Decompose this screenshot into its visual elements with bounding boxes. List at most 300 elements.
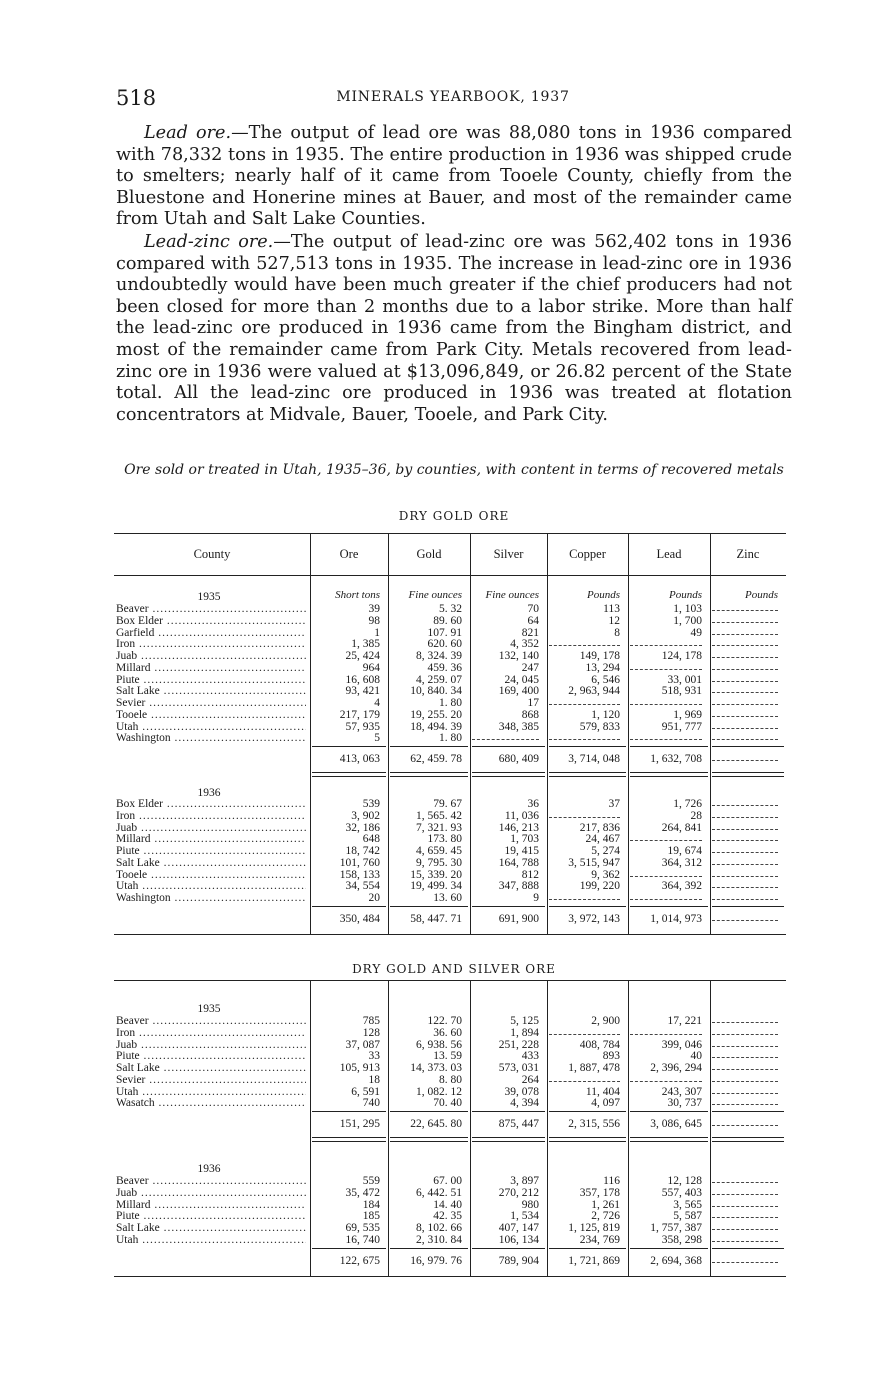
empty-cell bbox=[712, 1097, 778, 1105]
value-cell: 1, 534 bbox=[510, 1210, 539, 1223]
table-rule bbox=[114, 533, 786, 534]
county-name: Millard ..... bbox=[116, 662, 306, 674]
value-cell: 5. 32 bbox=[439, 603, 462, 615]
value-cell: 34, 554 bbox=[345, 880, 380, 893]
total-cell: 680, 409 bbox=[498, 753, 539, 765]
value-cell: 1, 726 bbox=[673, 798, 702, 810]
total-cell: 2, 694, 368 bbox=[650, 1254, 702, 1267]
empty-cell bbox=[712, 1039, 778, 1047]
value-cell: 1, 261 bbox=[591, 1198, 620, 1211]
table-row bbox=[114, 732, 786, 744]
table-row bbox=[114, 1027, 786, 1039]
value-cell: 4, 259. 07 bbox=[416, 673, 462, 686]
value-cell: 132, 140 bbox=[498, 650, 539, 662]
total-cell: 3, 714, 048 bbox=[568, 753, 620, 765]
value-cell: 559 bbox=[362, 1175, 380, 1187]
value-cell: 4, 097 bbox=[591, 1097, 620, 1110]
value-cell: 1 bbox=[374, 626, 380, 639]
value-cell: 105, 913 bbox=[339, 1062, 380, 1074]
double-rule bbox=[549, 772, 626, 777]
value-cell: 893 bbox=[602, 1050, 620, 1063]
value-cell: 10, 840. 34 bbox=[410, 685, 462, 698]
table-row bbox=[114, 869, 786, 881]
empty-cell bbox=[712, 674, 778, 682]
value-cell: 358, 298 bbox=[661, 1233, 702, 1246]
empty-cell bbox=[712, 615, 778, 623]
value-cell: 518, 931 bbox=[661, 685, 702, 698]
table-row bbox=[114, 880, 786, 892]
double-rule bbox=[712, 772, 784, 777]
value-cell: 1, 082. 12 bbox=[416, 1085, 462, 1098]
empty-cell bbox=[712, 822, 778, 830]
value-cell: 2, 726 bbox=[591, 1210, 620, 1223]
total-row bbox=[114, 752, 786, 766]
value-cell: 18, 494. 39 bbox=[410, 720, 462, 733]
value-cell: 264, 841 bbox=[661, 821, 702, 834]
county-name: Beaver ..... bbox=[116, 1175, 306, 1187]
table-row bbox=[114, 1039, 786, 1051]
value-cell: 2, 900 bbox=[591, 1015, 620, 1027]
county-name: Juab ..... bbox=[116, 822, 306, 834]
value-cell: 6, 938. 56 bbox=[416, 1038, 462, 1051]
value-cell: 36 bbox=[527, 798, 539, 810]
value-cell: 264 bbox=[521, 1073, 539, 1086]
county-name: Piute ..... bbox=[116, 1210, 306, 1222]
county-name: Iron ..... bbox=[116, 638, 306, 650]
subtotal-rule bbox=[390, 1248, 468, 1249]
running-title: MINERALS YEARBOOK, 1937 bbox=[336, 89, 570, 105]
table-row bbox=[114, 1097, 786, 1109]
column-header-silver: Silver bbox=[493, 547, 524, 561]
value-cell: 1, 385 bbox=[351, 638, 380, 651]
total-cell: 413, 063 bbox=[339, 753, 380, 765]
column-divider bbox=[547, 533, 548, 934]
value-cell: 9, 795. 30 bbox=[416, 856, 462, 869]
value-cell: 116 bbox=[603, 1175, 620, 1187]
subtotal-rule bbox=[712, 1111, 784, 1112]
empty-cell bbox=[712, 1050, 778, 1058]
empty-cell bbox=[549, 732, 620, 740]
subtotal-rule bbox=[549, 1111, 626, 1112]
double-rule bbox=[312, 1137, 386, 1142]
total-row bbox=[114, 1117, 786, 1131]
value-cell: 158, 133 bbox=[339, 868, 380, 881]
empty-cell bbox=[712, 1234, 778, 1242]
empty-cell bbox=[712, 1199, 778, 1207]
double-rule bbox=[630, 772, 708, 777]
value-cell: 243, 307 bbox=[661, 1085, 702, 1098]
value-cell: 648 bbox=[362, 833, 380, 846]
value-cell: 557, 403 bbox=[661, 1186, 702, 1199]
empty-cell bbox=[712, 1074, 778, 1082]
empty-cell bbox=[712, 603, 778, 611]
column-divider bbox=[310, 980, 311, 1276]
table-row bbox=[114, 650, 786, 662]
empty-cell bbox=[712, 798, 778, 806]
value-cell: 2, 963, 944 bbox=[568, 685, 620, 698]
value-cell: 149, 178 bbox=[579, 650, 620, 662]
value-cell: 146, 213 bbox=[498, 821, 539, 834]
value-cell: 36. 60 bbox=[433, 1026, 462, 1039]
value-cell: 20 bbox=[368, 892, 380, 904]
value-cell: 113 bbox=[603, 603, 620, 615]
total-cell: 151, 295 bbox=[339, 1118, 380, 1130]
table-row bbox=[114, 615, 786, 627]
value-cell: 16, 608 bbox=[345, 673, 380, 686]
empty-cell bbox=[472, 732, 539, 740]
value-cell: 785 bbox=[362, 1015, 380, 1027]
empty-cell bbox=[630, 662, 702, 670]
value-cell: 13. 60 bbox=[433, 892, 462, 904]
paragraph-lead: Lead ore. bbox=[144, 123, 232, 143]
value-cell: 24, 467 bbox=[585, 833, 620, 846]
paragraph-lead: Lead-zinc ore. bbox=[144, 232, 274, 252]
value-cell: 122. 70 bbox=[427, 1015, 462, 1027]
county-name: Millard ..... bbox=[116, 833, 306, 845]
empty-cell bbox=[712, 1210, 778, 1218]
empty-cell bbox=[712, 912, 778, 921]
value-cell: 217, 179 bbox=[339, 708, 380, 721]
value-cell: 1, 103 bbox=[673, 603, 702, 615]
column-header-ore: Ore bbox=[339, 547, 359, 561]
column-header-copper: Copper bbox=[569, 547, 606, 561]
county-name: Piute ..... bbox=[116, 674, 306, 686]
running-header bbox=[116, 86, 790, 112]
value-cell: 124, 178 bbox=[661, 650, 702, 662]
value-cell: 42. 35 bbox=[433, 1210, 462, 1223]
table-row bbox=[114, 892, 786, 904]
value-cell: 6, 546 bbox=[591, 673, 620, 686]
column-divider bbox=[470, 533, 471, 934]
empty-cell bbox=[549, 638, 620, 646]
empty-cell bbox=[630, 833, 702, 841]
value-cell: 2, 396, 294 bbox=[650, 1062, 702, 1074]
value-cell: 107. 91 bbox=[427, 626, 462, 639]
subtotal-rule bbox=[630, 1248, 708, 1249]
value-cell: 199, 220 bbox=[579, 880, 620, 893]
total-cell: 122, 675 bbox=[339, 1254, 380, 1267]
value-cell: 364, 312 bbox=[661, 856, 702, 869]
value-cell: 101, 760 bbox=[339, 856, 380, 869]
value-cell: 8 bbox=[614, 626, 620, 639]
value-cell: 164, 788 bbox=[498, 856, 539, 869]
subtotal-rule bbox=[472, 746, 545, 747]
value-cell: 169, 400 bbox=[498, 685, 539, 698]
paragraph-lead-ore bbox=[116, 123, 792, 231]
county-name: Salt Lake ..... bbox=[116, 857, 306, 869]
value-cell: 812 bbox=[521, 868, 539, 881]
subtotal-rule bbox=[549, 1248, 626, 1249]
empty-cell bbox=[712, 1254, 778, 1263]
value-cell: 13. 59 bbox=[433, 1050, 462, 1063]
column-divider bbox=[547, 980, 548, 1276]
value-cell: 579, 833 bbox=[579, 720, 620, 733]
county-name: Sevier ..... bbox=[116, 697, 306, 709]
empty-cell bbox=[712, 697, 778, 705]
table-row bbox=[114, 845, 786, 857]
value-cell: 18 bbox=[368, 1073, 380, 1086]
paragraph-text: —The output of lead ore was 88,080 tons in 1936 compared with 78,332 tons in 1935. The entire production in 1936 was shipped crude to smelters; nearly half of it came from Tooele County, chiefly from the Bluestone and Honerine mines at Bauer, and most of the remainder came from Utah and Salt Lake Counties. bbox=[116, 123, 792, 230]
section-title: DRY GOLD ORE bbox=[398, 509, 510, 523]
empty-cell bbox=[712, 721, 778, 729]
column-header-gold: Gold bbox=[416, 547, 442, 561]
value-cell: 6, 442. 51 bbox=[416, 1186, 462, 1199]
value-cell: 19, 255. 20 bbox=[410, 708, 462, 721]
value-cell: 57, 935 bbox=[345, 720, 380, 733]
empty-cell bbox=[712, 810, 778, 818]
total-cell: 1, 632, 708 bbox=[650, 753, 702, 765]
table-row bbox=[114, 1210, 786, 1222]
value-cell: 408, 784 bbox=[579, 1038, 620, 1051]
subtotal-rule bbox=[630, 746, 708, 747]
value-cell: 11, 404 bbox=[585, 1085, 620, 1098]
county-name: Wasatch ..... bbox=[116, 1097, 306, 1109]
county-name: Washington ..... bbox=[116, 732, 306, 744]
county-name: Salt Lake ..... bbox=[116, 1222, 306, 1234]
value-cell: 16, 740 bbox=[345, 1233, 380, 1246]
county-name: Utah ..... bbox=[116, 1086, 306, 1098]
value-cell: 3, 902 bbox=[351, 809, 380, 822]
column-header-county: County bbox=[193, 547, 231, 561]
double-rule bbox=[630, 1137, 708, 1142]
table-row bbox=[114, 1222, 786, 1234]
subtotal-rule bbox=[390, 906, 468, 907]
column-divider bbox=[470, 980, 471, 1276]
value-cell: 1. 80 bbox=[439, 697, 462, 709]
table-row bbox=[114, 603, 786, 615]
county-name: Utah ..... bbox=[116, 721, 306, 733]
value-cell: 14, 373. 03 bbox=[410, 1062, 462, 1074]
county-name: Utah ..... bbox=[116, 880, 306, 892]
value-cell: 13, 294 bbox=[585, 661, 620, 674]
table-row bbox=[114, 662, 786, 674]
value-cell: 128 bbox=[362, 1026, 380, 1039]
subtotal-rule bbox=[630, 906, 708, 907]
empty-cell bbox=[712, 869, 778, 877]
value-cell: 3, 515, 947 bbox=[568, 856, 620, 869]
value-cell: 4 bbox=[374, 697, 380, 709]
empty-cell bbox=[712, 627, 778, 635]
value-cell: 185 bbox=[362, 1210, 380, 1223]
column-divider bbox=[310, 533, 311, 934]
empty-cell bbox=[712, 880, 778, 888]
subtotal-rule bbox=[712, 746, 784, 747]
county-name: Salt Lake ..... bbox=[116, 685, 306, 697]
value-cell: 251, 228 bbox=[498, 1038, 539, 1051]
county-name: Salt Lake ..... bbox=[116, 1062, 306, 1074]
value-cell: 8, 324. 39 bbox=[416, 650, 462, 662]
column-divider bbox=[388, 533, 389, 934]
county-name: Iron ..... bbox=[116, 1027, 306, 1039]
value-cell: 30, 737 bbox=[667, 1097, 702, 1110]
county-name: Box Elder ..... bbox=[116, 615, 306, 627]
table-rule bbox=[114, 575, 786, 576]
empty-cell bbox=[712, 1027, 778, 1035]
county-name: Piute ..... bbox=[116, 1050, 306, 1062]
subtotal-rule bbox=[549, 906, 626, 907]
unit-label: Fine ounces bbox=[408, 589, 462, 601]
total-cell: 62, 459. 78 bbox=[410, 753, 462, 765]
value-cell: 347, 888 bbox=[498, 880, 539, 893]
county-name: Beaver ..... bbox=[116, 1015, 306, 1027]
value-cell: 67. 00 bbox=[433, 1175, 462, 1187]
total-cell: 350, 484 bbox=[339, 912, 380, 925]
value-cell: 9, 362 bbox=[591, 868, 620, 881]
total-cell: 16, 979. 76 bbox=[410, 1254, 462, 1267]
subtotal-rule bbox=[472, 1111, 545, 1112]
unit-label: Short tons bbox=[335, 589, 380, 601]
unit-label: Pounds bbox=[745, 589, 778, 601]
value-cell: 37, 087 bbox=[345, 1038, 380, 1051]
value-cell: 247 bbox=[521, 661, 539, 674]
total-row bbox=[114, 1254, 786, 1268]
empty-cell bbox=[712, 1222, 778, 1230]
value-cell: 19, 499. 34 bbox=[410, 880, 462, 893]
value-cell: 24, 045 bbox=[504, 673, 539, 686]
empty-cell bbox=[712, 857, 778, 865]
empty-cell bbox=[712, 1187, 778, 1195]
value-cell: 539 bbox=[362, 798, 380, 810]
value-cell: 19, 674 bbox=[667, 845, 702, 857]
subtotal-rule bbox=[630, 1111, 708, 1112]
unit-label: Pounds bbox=[587, 589, 620, 601]
value-cell: 433 bbox=[521, 1050, 539, 1063]
value-cell: 1, 703 bbox=[510, 833, 539, 846]
subtotal-rule bbox=[312, 1111, 386, 1112]
value-cell: 740 bbox=[362, 1097, 380, 1110]
subtotal-rule bbox=[712, 1248, 784, 1249]
value-cell: 357, 178 bbox=[579, 1186, 620, 1199]
table-rule bbox=[114, 980, 786, 981]
value-cell: 5, 587 bbox=[673, 1210, 702, 1223]
subtotal-rule bbox=[712, 906, 784, 907]
value-cell: 1, 887, 478 bbox=[568, 1062, 620, 1074]
value-cell: 64 bbox=[527, 614, 539, 627]
table-rule bbox=[114, 1276, 786, 1277]
unit-label: Fine ounces bbox=[485, 589, 539, 601]
column-header-lead: Lead bbox=[656, 547, 682, 561]
empty-cell bbox=[549, 810, 620, 818]
empty-cell bbox=[712, 709, 778, 717]
year-label: 1935 bbox=[197, 591, 221, 603]
value-cell: 98 bbox=[368, 614, 380, 627]
column-divider bbox=[388, 980, 389, 1276]
total-cell: 1, 721, 869 bbox=[568, 1254, 620, 1267]
empty-cell bbox=[630, 869, 702, 877]
column-divider bbox=[628, 533, 629, 934]
table-row bbox=[114, 1199, 786, 1211]
value-cell: 348, 385 bbox=[498, 720, 539, 733]
value-cell: 620. 60 bbox=[427, 638, 462, 651]
value-cell: 6, 591 bbox=[351, 1085, 380, 1098]
value-cell: 49 bbox=[690, 626, 702, 639]
total-cell: 3, 972, 143 bbox=[568, 912, 620, 925]
table-row bbox=[114, 1234, 786, 1246]
empty-cell bbox=[712, 845, 778, 853]
subtotal-rule bbox=[472, 1248, 545, 1249]
subtotal-rule bbox=[312, 1248, 386, 1249]
value-cell: 5, 274 bbox=[591, 845, 620, 857]
county-name: Juab ..... bbox=[116, 1039, 306, 1051]
table-row bbox=[114, 810, 786, 822]
value-cell: 3, 565 bbox=[673, 1198, 702, 1211]
value-cell: 821 bbox=[521, 626, 539, 639]
county-name: Utah ..... bbox=[116, 1234, 306, 1246]
value-cell: 70 bbox=[527, 603, 539, 615]
table-row bbox=[114, 638, 786, 650]
ore-table bbox=[114, 533, 786, 1278]
value-cell: 173. 80 bbox=[427, 833, 462, 846]
table-row bbox=[114, 1074, 786, 1086]
page-number: 518 bbox=[116, 86, 157, 110]
value-cell: 234, 769 bbox=[579, 1233, 620, 1246]
paragraph-text: —The output of lead-zinc ore was 562,402 tons in 1936 compared with 527,513 tons in 1935. The increase in lead-zinc ore in 1936 undoubtedly would have been much greater if the chief producers had not been closed for more than 2 months due to a labor strike. More than half the lead-zinc ore produced in 1936 came from the Bingham district, and most of the remainder came from Park City. Metals recovered from lead-zinc ore in 1936 were valued at $13,096,849, or 26.82 percent of the State total. All the lead-zinc ore produced in 1936 was treated at flotation concentrators at Midvale, Bauer, Tooele, and Park City. bbox=[116, 232, 792, 425]
table-row bbox=[114, 627, 786, 639]
county-name: Beaver ..... bbox=[116, 603, 306, 615]
county-name: Juab ..... bbox=[116, 650, 306, 662]
value-cell: 1, 125, 819 bbox=[568, 1222, 620, 1234]
empty-cell bbox=[712, 752, 778, 761]
table-row bbox=[114, 697, 786, 709]
double-rule bbox=[390, 1137, 468, 1142]
total-cell: 58, 447. 71 bbox=[410, 912, 462, 925]
total-cell: 3, 086, 645 bbox=[650, 1118, 702, 1130]
empty-cell bbox=[549, 1027, 620, 1035]
value-cell: 35, 472 bbox=[345, 1186, 380, 1199]
empty-cell bbox=[712, 833, 778, 841]
table-row bbox=[114, 1175, 786, 1187]
empty-cell bbox=[712, 685, 778, 693]
double-rule bbox=[712, 1137, 784, 1142]
value-cell: 951, 777 bbox=[661, 720, 702, 733]
table-row bbox=[114, 1015, 786, 1027]
county-name: Tooele ..... bbox=[116, 869, 306, 881]
value-cell: 8. 80 bbox=[439, 1073, 462, 1086]
county-name: Millard ..... bbox=[116, 1199, 306, 1211]
empty-cell bbox=[712, 1015, 778, 1023]
value-cell: 32, 186 bbox=[345, 821, 380, 834]
empty-cell bbox=[630, 732, 702, 740]
empty-cell bbox=[712, 662, 778, 670]
subtotal-rule bbox=[312, 906, 386, 907]
total-cell: 22, 645. 80 bbox=[410, 1118, 462, 1130]
value-cell: 33, 001 bbox=[667, 673, 702, 686]
value-cell: 37 bbox=[608, 798, 620, 810]
empty-cell bbox=[630, 697, 702, 705]
county-name: Iron ..... bbox=[116, 810, 306, 822]
year-label: 1936 bbox=[197, 1163, 221, 1175]
table-row bbox=[114, 709, 786, 721]
empty-cell bbox=[549, 892, 620, 900]
value-cell: 93, 421 bbox=[345, 685, 380, 698]
table-row bbox=[114, 1062, 786, 1074]
value-cell: 459. 36 bbox=[427, 661, 462, 674]
total-cell: 691, 900 bbox=[498, 912, 539, 925]
value-cell: 2, 310. 84 bbox=[416, 1233, 462, 1246]
value-cell: 399, 046 bbox=[661, 1038, 702, 1051]
subtotal-rule bbox=[312, 746, 386, 747]
value-cell: 39, 078 bbox=[504, 1085, 539, 1098]
value-cell: 184 bbox=[362, 1198, 380, 1211]
empty-cell bbox=[630, 1027, 702, 1035]
value-cell: 217, 836 bbox=[579, 821, 620, 834]
value-cell: 11, 036 bbox=[504, 809, 539, 822]
double-rule bbox=[472, 772, 545, 777]
table-row bbox=[114, 674, 786, 686]
value-cell: 18, 742 bbox=[345, 845, 380, 857]
table-row bbox=[114, 798, 786, 810]
table-caption: Ore sold or treated in Utah, 1935–36, by counties, with content in terms of recovered metals bbox=[124, 462, 784, 478]
